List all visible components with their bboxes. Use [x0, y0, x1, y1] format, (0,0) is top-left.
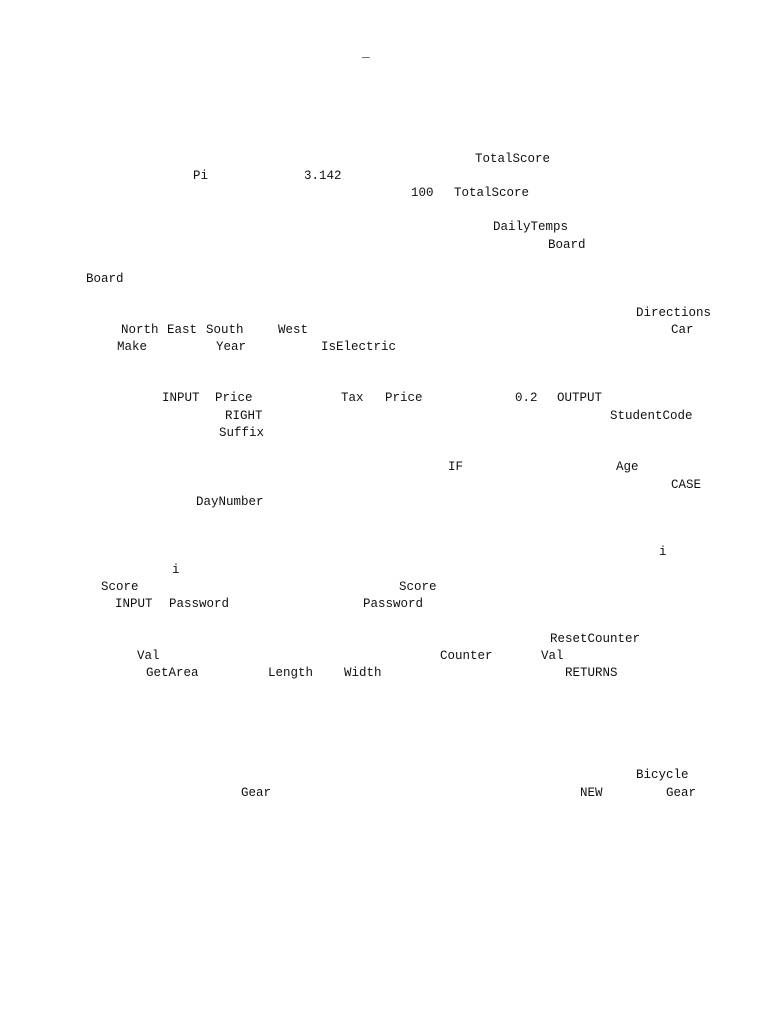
token-board: Board	[548, 238, 586, 252]
token-age: Age	[616, 460, 639, 474]
token-directions: Directions	[636, 306, 712, 320]
token-password-2: Password	[363, 597, 424, 611]
token-i-2: i	[172, 563, 180, 577]
token-val: Val	[137, 649, 160, 663]
token-tax: Tax	[341, 391, 364, 405]
token-south: South	[206, 323, 244, 337]
token-studentcode: StudentCode	[610, 409, 693, 423]
token-price-2: Price	[385, 391, 423, 405]
token-west: West	[278, 323, 309, 337]
token-output: OUTPUT	[557, 391, 603, 405]
token-case: CASE	[671, 478, 702, 492]
token-suffix: Suffix	[219, 426, 265, 440]
token-getarea: GetArea	[146, 666, 199, 680]
token-val-2: Val	[541, 649, 564, 663]
token-year: Year	[216, 340, 247, 354]
token-north: North	[121, 323, 159, 337]
token-new: NEW	[580, 786, 603, 800]
token-make: Make	[117, 340, 148, 354]
token-right: RIGHT	[225, 409, 263, 423]
token-score-2: Score	[399, 580, 437, 594]
token-input-2: INPUT	[115, 597, 153, 611]
token-returns: RETURNS	[565, 666, 618, 680]
token-dailytemps: DailyTemps	[493, 220, 569, 234]
token-counter: Counter	[440, 649, 493, 663]
token-password: Password	[169, 597, 230, 611]
token-100: 100	[411, 186, 434, 200]
token-input: INPUT	[162, 391, 200, 405]
token-car: Car	[671, 323, 694, 337]
token-0-2: 0.2	[515, 391, 538, 405]
token-gear: Gear	[241, 786, 272, 800]
token-resetcounter: ResetCounter	[550, 632, 641, 646]
token-totalscore-2: TotalScore	[454, 186, 530, 200]
token-underscore: _	[362, 45, 370, 60]
token-east: East	[167, 323, 198, 337]
token-board-2: Board	[86, 272, 124, 286]
token-length: Length	[268, 666, 314, 680]
token-if: IF	[448, 460, 464, 474]
token-daynumber: DayNumber	[196, 495, 264, 509]
token-i: i	[659, 545, 667, 559]
token-pi: Pi	[193, 169, 209, 183]
token-bicycle: Bicycle	[636, 768, 689, 782]
token-score: Score	[101, 580, 139, 594]
token-gear-2: Gear	[666, 786, 697, 800]
token-3-142: 3.142	[304, 169, 342, 183]
token-totalscore: TotalScore	[475, 152, 551, 166]
token-width: Width	[344, 666, 382, 680]
token-price: Price	[215, 391, 253, 405]
token-iselectric: IsElectric	[321, 340, 397, 354]
